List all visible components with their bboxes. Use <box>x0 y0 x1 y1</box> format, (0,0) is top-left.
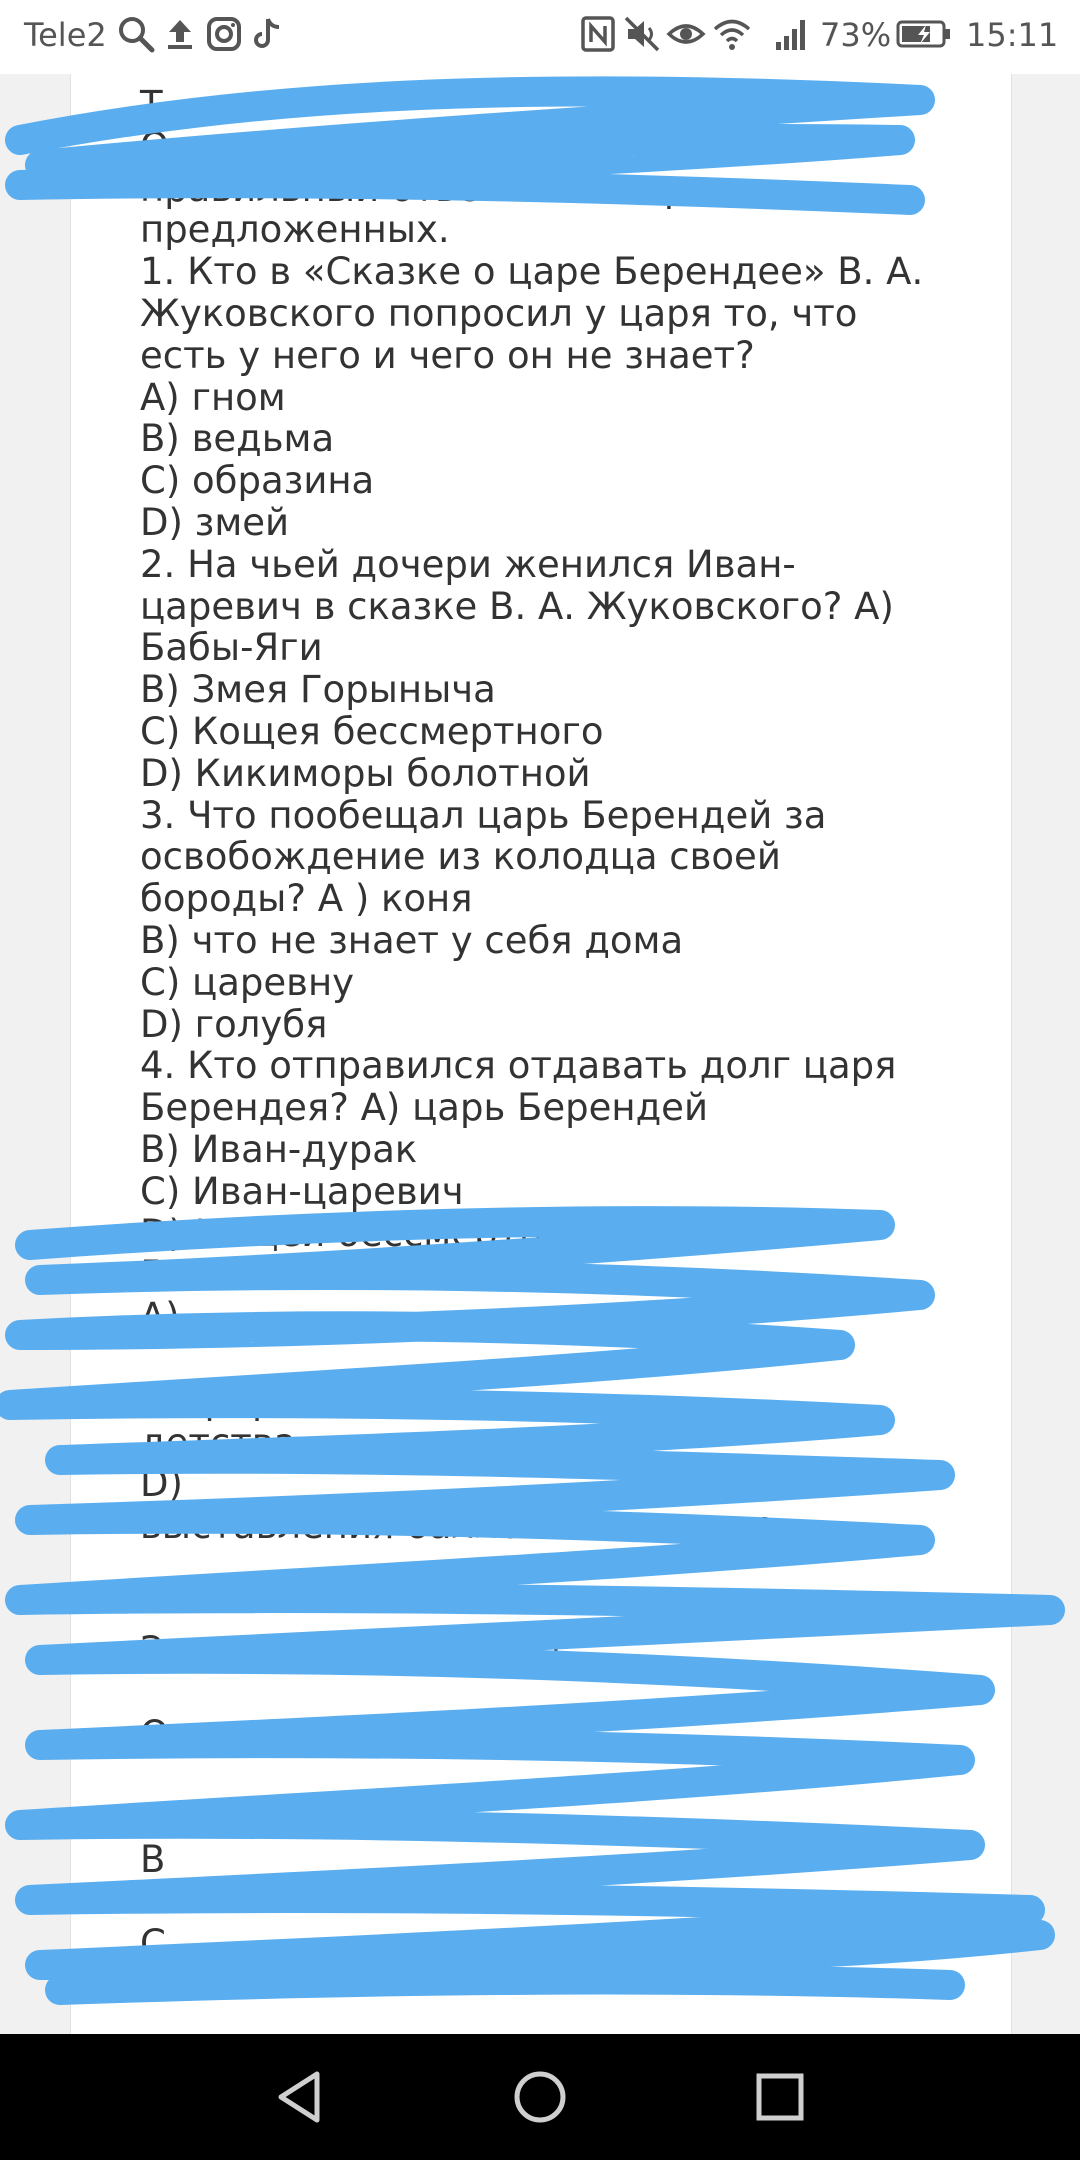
text-line: B <box>140 1838 166 1882</box>
mute-icon <box>622 14 662 54</box>
text-line: B) ведьма <box>140 417 335 461</box>
text-line: B) что не знает у себя дома <box>140 918 684 962</box>
text-line: правильный ответ из четырех <box>140 166 732 210</box>
text-line: B) Иван-дурак <box>140 1127 418 1171</box>
text-line: бороды? А ) коня <box>140 877 473 921</box>
text-line: D) Кикиморы болотной <box>140 751 591 795</box>
text-line: детства <box>140 1420 297 1464</box>
text-line: D) змей <box>140 500 290 544</box>
nfc-icon <box>578 14 618 54</box>
text-line: D) Кощей бессмертный <box>140 1211 597 1255</box>
search-icon <box>116 14 156 54</box>
text-line: D) голубя <box>140 1002 328 1046</box>
upload-icon <box>160 14 200 54</box>
text-line: C) Иван-царевич <box>140 1169 464 1213</box>
text-line: Жуковского попросил у царя то, что <box>140 291 858 335</box>
text-line <box>140 1881 940 1923</box>
text-line: предложенных. <box>140 208 450 252</box>
home-icon[interactable] <box>505 2062 575 2132</box>
instagram-icon <box>204 14 244 54</box>
text-line: царевич в сказке В. А. Жуковского? A) <box>140 584 894 628</box>
signal-icon <box>772 14 812 54</box>
clock: 15:11 <box>966 16 1059 54</box>
text-line: 1. Кто в «Сказке о царе Берендее» В. А. <box>140 250 924 294</box>
text-line: D <box>140 1963 169 2007</box>
text-line <box>140 1798 940 1840</box>
text-line: освобождение из колодца своей <box>140 835 781 879</box>
text-line: D) <box>140 1462 183 1506</box>
text-line: Берендея? A) царь Берендей <box>140 1086 708 1130</box>
text-line: C) царевну <box>140 960 355 1004</box>
battery-percent: 73% <box>820 16 892 54</box>
text-line: C) Кощея бессмертного <box>140 709 604 753</box>
battery-icon <box>896 14 952 54</box>
text-line: 4. Кто отправился отдавать долг царя <box>140 1044 897 1088</box>
text-line: A) гном <box>140 375 286 419</box>
text-line: A) <box>140 1295 180 1339</box>
back-icon[interactable] <box>265 2062 335 2132</box>
text-line: C) образина <box>140 459 375 503</box>
text-line <box>140 1589 940 1631</box>
text-line: Бабы-Яги <box>140 626 323 670</box>
text-line: D природы <box>140 1378 353 1422</box>
document-text <box>140 84 940 2048</box>
text-line <box>140 1547 940 1589</box>
navigation-bar <box>0 2034 1080 2160</box>
text-line: C <box>140 1922 166 1966</box>
tiktok-icon <box>248 14 288 54</box>
recents-icon[interactable] <box>745 2062 815 2132</box>
text-line: 5. О зки о <box>140 1253 329 1297</box>
wifi-icon <box>712 14 752 54</box>
text-line <box>140 1338 940 1380</box>
text-line: 3. Что пообещал царь Берендей за <box>140 793 827 837</box>
text-line: Отвечая на вопросы выбирая 1 <box>140 124 751 168</box>
status-bar <box>0 0 1080 75</box>
page-content <box>0 74 1080 2034</box>
text-line: B) Змея Горыныча <box>140 668 496 712</box>
text-line: Ответ Общий <box>140 1713 404 1757</box>
text-line <box>140 1672 940 1714</box>
text-line: выставления баллов Понимание <box>140 1504 776 1548</box>
carrier-label: Tele2 <box>24 16 107 54</box>
text-line: 2. На чьей дочери женился Иван- <box>140 542 796 586</box>
text-line: есть у него и чего он не знает? <box>140 333 755 377</box>
text-line <box>140 1756 940 1798</box>
text-line: Т <box>140 83 163 126</box>
text-line: За каждый ный ответ <box>140 1629 567 1673</box>
eye-icon <box>666 14 706 54</box>
